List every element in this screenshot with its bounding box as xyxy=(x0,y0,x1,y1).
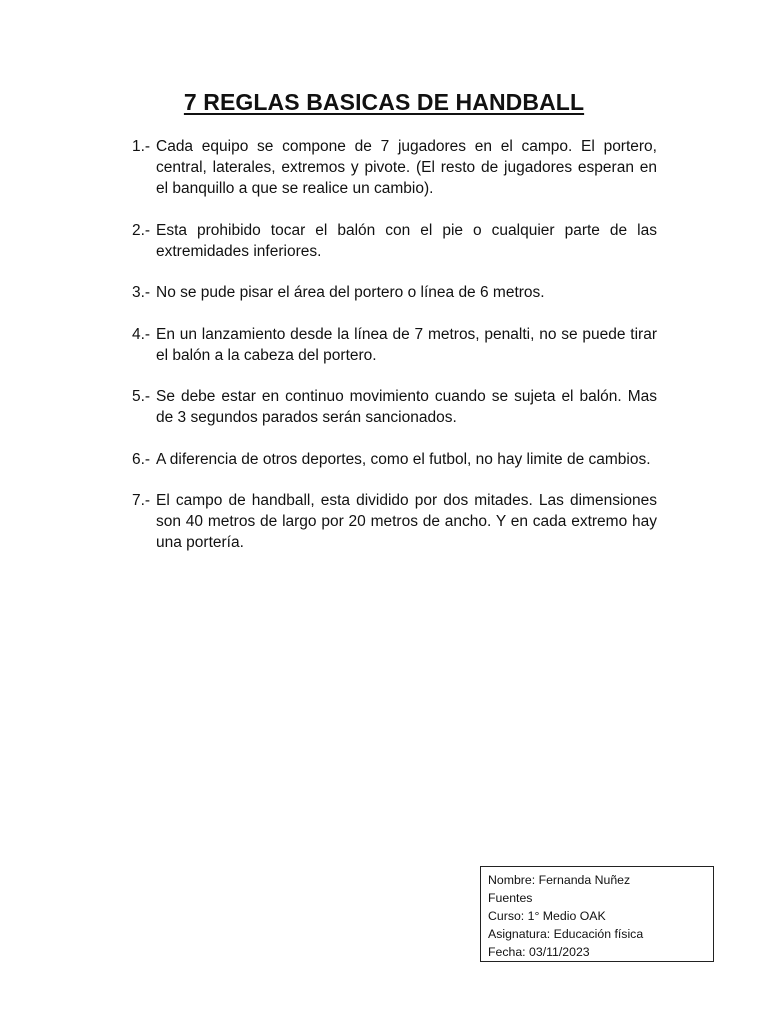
rule-text: Esta prohibido tocar el balón con el pie o cualquier parte de las extremidades inferiores. xyxy=(156,221,657,260)
list-item xyxy=(132,490,657,553)
rule-text: En un lanzamiento desde la línea de 7 metros, penalti, no se puede tirar el balón a la cabeza del portero. xyxy=(156,325,657,364)
course-line: Curso: 1° Medio OAK xyxy=(488,909,606,923)
list-item xyxy=(132,386,657,428)
rule-number: 5.- xyxy=(132,388,151,405)
list-item xyxy=(132,282,657,303)
list-item xyxy=(132,136,657,199)
list-item xyxy=(132,220,657,262)
rule-number: 7.- xyxy=(132,492,151,509)
student-info-box xyxy=(480,866,714,962)
rule-number: 2.- xyxy=(132,221,151,239)
list-item xyxy=(132,324,657,366)
rule-number: 6.- xyxy=(132,450,151,468)
rules-list xyxy=(132,136,657,574)
rule-text: El campo de handball, esta dividido por dos mitades. Las dimensiones son 40 metros de largo por 20 metros de ancho. Y en cada extremo hay una portería. xyxy=(156,492,657,551)
rule-text: Se debe estar en continuo movimiento cuando se sujeta el balón. Mas de 3 segundos parados serán sancionados. xyxy=(156,388,657,426)
rule-text: A diferencia de otros deportes, como el futbol, no hay limite de cambios. xyxy=(156,450,651,468)
student-name-line-1: Nombre: Fernanda Nuñez xyxy=(488,873,631,887)
rule-number: 4.- xyxy=(132,325,151,343)
page-title: 7 REGLAS BASICAS DE HANDBALL xyxy=(183,89,585,115)
subject-line: Asignatura: Educación física xyxy=(488,927,644,941)
date-line: Fecha: 03/11/2023 xyxy=(488,945,590,959)
list-item xyxy=(132,449,657,470)
rule-text: Cada equipo se compone de 7 jugadores en el campo. El portero, central, laterales, extremos y pivote. (El resto de jugadores esperan en el banquillo a que se realice un cambio). xyxy=(156,138,657,197)
rule-number: 3.- xyxy=(132,284,151,301)
student-name-line-2: Fuentes xyxy=(488,891,533,905)
rule-text: No se pude pisar el área del portero o línea de 6 metros. xyxy=(156,284,545,301)
rule-number: 1.- xyxy=(132,138,151,155)
